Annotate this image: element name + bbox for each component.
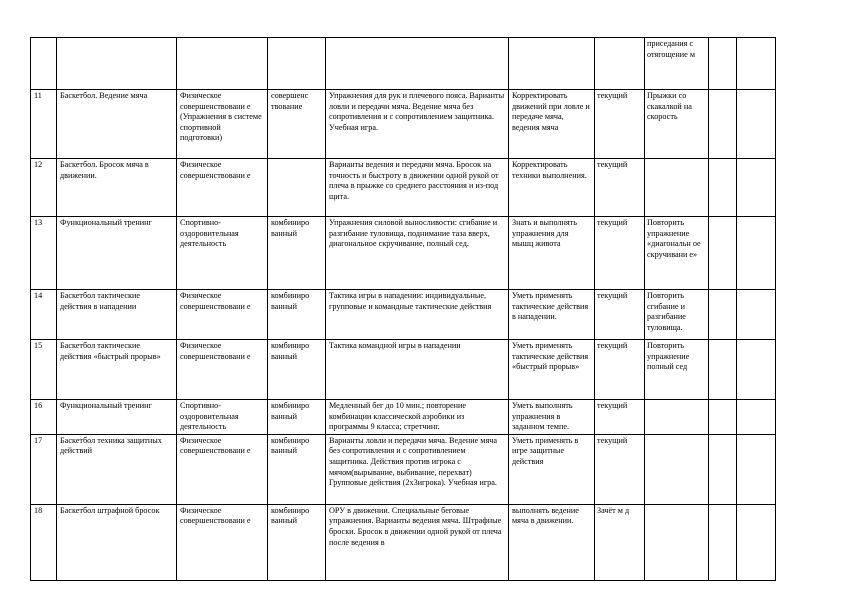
date-plan-cell [709, 290, 737, 340]
table-row [31, 217, 776, 290]
lesson-number-cell: 13 [31, 217, 57, 290]
control-type-cell [595, 38, 645, 90]
date-plan-cell [709, 159, 737, 217]
requirements-cell: Уметь выполнять упражнения в заданном темпе. [509, 400, 595, 435]
control-type-cell: текущий [595, 159, 645, 217]
table-row [31, 38, 776, 90]
requirements-cell: Уметь применять тактические действия «быстрый прорыв» [509, 340, 595, 400]
date-plan-cell [709, 504, 737, 580]
activity-type-cell: Спортивно-оздоровительная деятельность [177, 400, 268, 435]
activity-type-cell: Физическое совершенствовани е [177, 504, 268, 580]
lesson-type-cell [268, 38, 326, 90]
topic-cell: Баскетбол тактические действия в нападении [57, 290, 177, 340]
content-cell: Варианты ведения и передачи мяча. Бросок на точность и быстроту в движении одной рукой от плеча в прыжке со среднего расстояния и из-под щита. [326, 159, 509, 217]
date-plan-cell [709, 434, 737, 504]
control-type-cell: текущий [595, 434, 645, 504]
lesson-number-cell: 11 [31, 90, 57, 159]
content-cell: Упражнения для рук и плечевого пояса. Варианты ловли и передачи мяча. Ведение мяча без сопротивления и с сопротивлением защитника. Учебная игра. [326, 90, 509, 159]
activity-type-cell: Физическое совершенствовани е (Упражнения в системе спортивной подготовки) [177, 90, 268, 159]
date-plan-cell [709, 340, 737, 400]
lesson-number-cell: 16 [31, 400, 57, 435]
content-cell: Упражнения силовой выносливости: сгибание и разгибание туловища, поднимание таза вверх, диагональное скручивание, полный сед. [326, 217, 509, 290]
topic-cell: Баскетбол. Бросок мяча в движении. [57, 159, 177, 217]
content-cell [326, 38, 509, 90]
homework-cell [645, 159, 709, 217]
table-row [31, 340, 776, 400]
control-type-cell: текущий [595, 400, 645, 435]
date-plan-cell [709, 217, 737, 290]
lesson-number-cell: 15 [31, 340, 57, 400]
date-fact-cell [737, 504, 776, 580]
lesson-type-cell: комбиниро ванный [268, 434, 326, 504]
lesson-type-cell [268, 159, 326, 217]
control-type-cell: текущий [595, 290, 645, 340]
control-type-cell: текущий [595, 340, 645, 400]
lesson-type-cell: комбиниро ванный [268, 217, 326, 290]
homework-cell [645, 434, 709, 504]
topic-cell: Баскетбол. Ведение мяча [57, 90, 177, 159]
topic-cell: Функциональный тренинг [57, 217, 177, 290]
topic-cell: Баскетбол тактические действия «быстрый прорыв» [57, 340, 177, 400]
lesson-number-cell: 12 [31, 159, 57, 217]
requirements-cell: Уметь применять тактические действия в нападении. [509, 290, 595, 340]
content-cell: ОРУ в движении. Специальные беговые упражнения. Варианты ведения мяча. Штрафные броски. Бросок в движении одной рукой от плеча после ведения в [326, 504, 509, 580]
homework-cell [645, 400, 709, 435]
lesson-type-cell: комбиниро ванный [268, 400, 326, 435]
activity-type-cell: Физическое совершенствовани е [177, 340, 268, 400]
requirements-cell [509, 38, 595, 90]
date-fact-cell [737, 159, 776, 217]
table-row [31, 504, 776, 580]
activity-type-cell [177, 38, 268, 90]
lesson-number-cell: 14 [31, 290, 57, 340]
lesson-number-cell: 18 [31, 504, 57, 580]
lesson-type-cell: комбиниро ванный [268, 504, 326, 580]
lesson-plan-table [30, 37, 776, 581]
date-fact-cell [737, 340, 776, 400]
requirements-cell: Знать и выполнять упражнения для мышц живота [509, 217, 595, 290]
date-fact-cell [737, 434, 776, 504]
homework-cell: приседания с отягощение м [645, 38, 709, 90]
topic-cell: Баскетбол штрафной бросок [57, 504, 177, 580]
requirements-cell: Корректировать движений при ловле и передаче мяча, ведения мяча [509, 90, 595, 159]
lesson-number-cell [31, 38, 57, 90]
homework-cell: Прыжки со скакалкой на скорость [645, 90, 709, 159]
topic-cell: Баскетбол техника защитных действий [57, 434, 177, 504]
lesson-type-cell: комбиниро ванный [268, 290, 326, 340]
table-row [31, 290, 776, 340]
topic-cell [57, 38, 177, 90]
date-fact-cell [737, 38, 776, 90]
date-plan-cell [709, 400, 737, 435]
table-row [31, 434, 776, 504]
activity-type-cell: Физическое совершенствовани е [177, 434, 268, 504]
requirements-cell: выполнять ведение мяча в движении. [509, 504, 595, 580]
content-cell: Тактика игры в нападении: индивидуальные, групповые и командные тактические действия [326, 290, 509, 340]
table-row [31, 90, 776, 159]
control-type-cell: текущий [595, 217, 645, 290]
lesson-number-cell: 17 [31, 434, 57, 504]
content-cell: Медленный бег до 10 мин.; повторение комбинации классической аэробики из программы 9 класса; стретчинг. [326, 400, 509, 435]
activity-type-cell: Спортивно-оздоровительная деятельность [177, 217, 268, 290]
activity-type-cell: Физическое совершенствовани е [177, 159, 268, 217]
control-type-cell: Зачёт м д [595, 504, 645, 580]
content-cell: Тактика командной игры в нападении [326, 340, 509, 400]
lesson-type-cell: совершенс твование [268, 90, 326, 159]
content-cell: Варианты ловли и передачи мяча. Ведение мяча без сопротивления и с сопротивлением защитника. Действия против игрока с мячом(вырывание, выбивание, перехват) Групповые действия (2х3игрока). Учебная игра. [326, 434, 509, 504]
homework-cell: Повторить упражнение «диагональн ое скручивани е» [645, 217, 709, 290]
date-fact-cell [737, 400, 776, 435]
requirements-cell: Корректировать техники выполнения. [509, 159, 595, 217]
date-fact-cell [737, 90, 776, 159]
date-plan-cell [709, 38, 737, 90]
table-row [31, 400, 776, 435]
table-row [31, 159, 776, 217]
activity-type-cell: Физическое совершенствовани е [177, 290, 268, 340]
homework-cell: Повторить упражнение полный сед [645, 340, 709, 400]
homework-cell: Повторить сгибание и разгибание туловища. [645, 290, 709, 340]
requirements-cell: Уметь применять в игре защитные действия [509, 434, 595, 504]
control-type-cell: текущий [595, 90, 645, 159]
lesson-type-cell: комбиниро ванный [268, 340, 326, 400]
topic-cell: Функциональный тренинг [57, 400, 177, 435]
date-fact-cell [737, 290, 776, 340]
date-plan-cell [709, 90, 737, 159]
date-fact-cell [737, 217, 776, 290]
homework-cell [645, 504, 709, 580]
